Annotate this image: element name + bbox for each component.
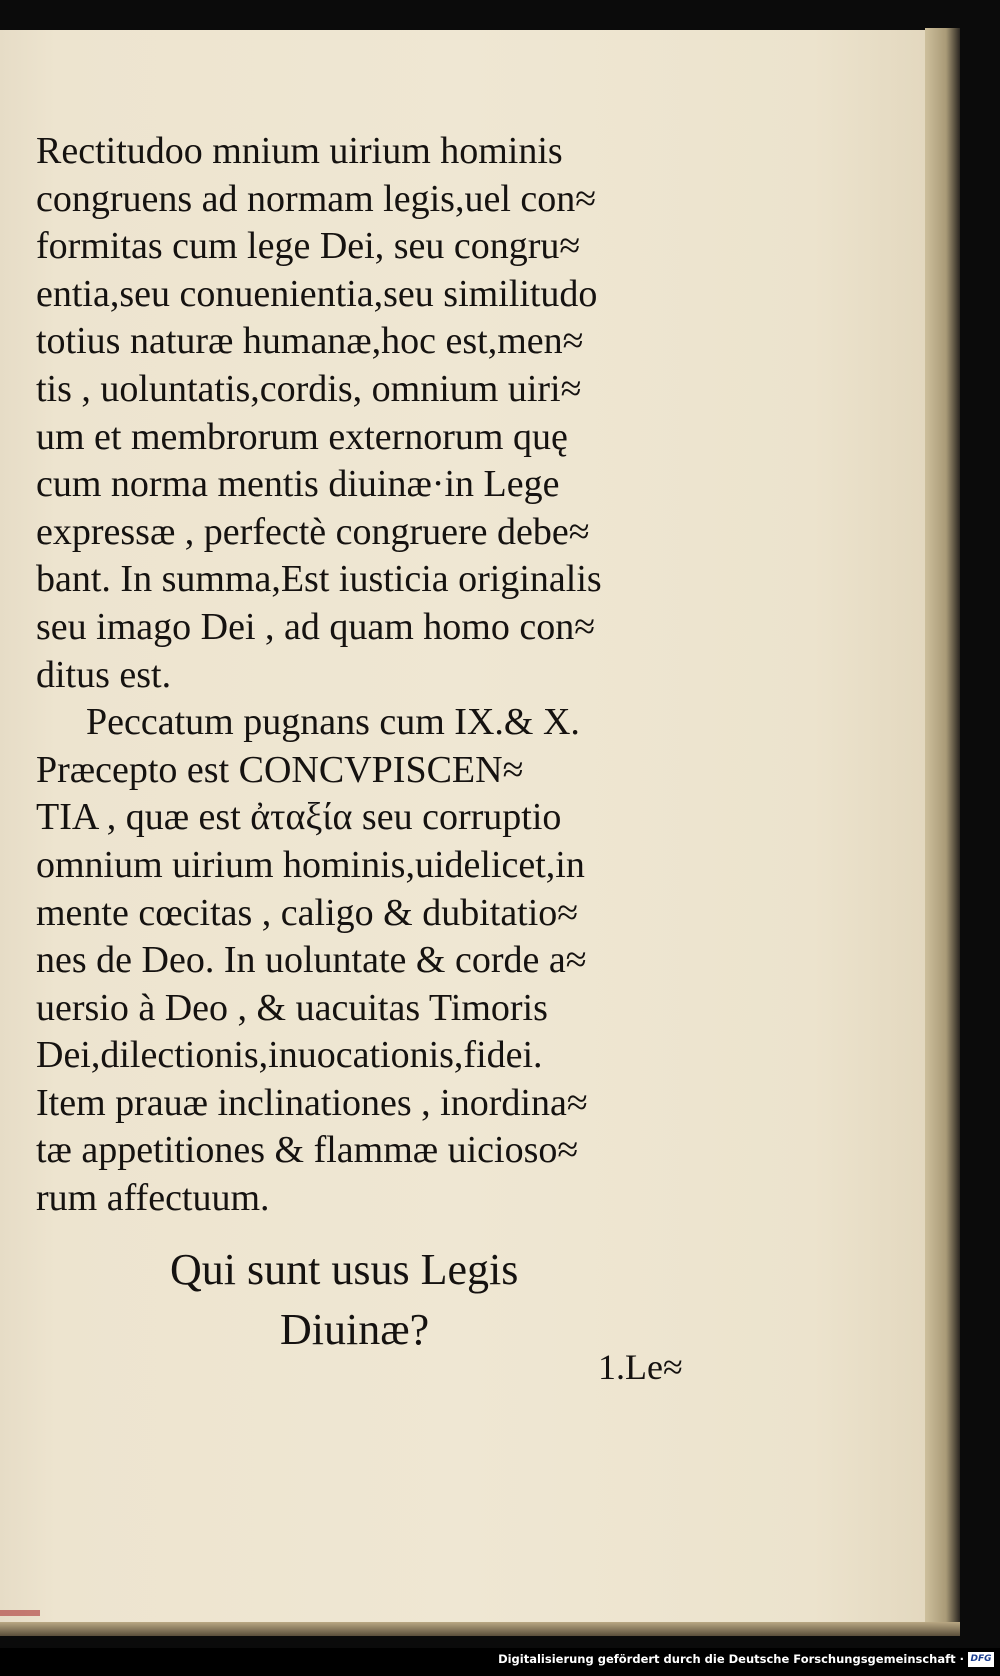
text-line: congruens ad normam legis,uel con≈ (36, 177, 597, 220)
text-line: bant. In summa,Est iusticia originalis (36, 558, 602, 601)
text-line: Præcepto est CONCVPISCEN≈ (36, 748, 524, 791)
funding-credit: Digitalisierung gefördert durch die Deutsche Forschungsgemeinschaft · (498, 1652, 964, 1666)
text-line: expressæ , perfectè congruere debe≈ (36, 510, 590, 553)
body-text (36, 128, 696, 1223)
text-line: mente cœcitas , caligo & dubitatio≈ (36, 891, 579, 934)
heading-line-2: Diuinæ? (280, 1305, 430, 1354)
dfg-logo: DFG (968, 1652, 994, 1667)
paragraph-rectitudo (36, 128, 696, 699)
heading-line-1: Qui sunt usus Legis (170, 1245, 519, 1294)
footer-bar (0, 1648, 1000, 1676)
text-line: ditus est. (36, 653, 172, 696)
text-line: seu imago Dei , ad quam homo con≈ (36, 605, 596, 648)
text-line: uersio à Deo , & uacuitas Timoris (36, 986, 548, 1029)
text-line: um et membrorum externorum quę (36, 415, 568, 458)
text-line: tæ appetitiones & flammæ uicioso≈ (36, 1129, 579, 1172)
text-line: TIA , quæ est ἀταξία seu corruptio (36, 796, 562, 839)
text-line: cum norma mentis diuinæ·in Lege (36, 463, 560, 506)
binding-mark (0, 1610, 40, 1616)
text-line: Rectitudoo mnium uirium hominis (36, 130, 563, 172)
paragraph-peccatum (36, 699, 696, 1223)
text-line: nes de Deo. In uoluntate & corde a≈ (36, 939, 587, 982)
text-line: omnium uirium hominis,uidelicet,in (36, 843, 585, 886)
text-line: rum affectuum. (36, 1177, 270, 1220)
text-line: entia,seu conuenientia,seu similitudo (36, 272, 598, 315)
text-line: tis , uoluntatis,cordis, omnium uiri≈ (36, 367, 582, 410)
text-line: Peccatum pugnans cum IX.& X. (86, 701, 580, 744)
text-line: Dei,dilectionis,inuocationis,fidei. (36, 1034, 543, 1077)
text-line: formitas cum lege Dei, seu congru≈ (36, 225, 581, 268)
catchword: 1.Le≈ (598, 1347, 683, 1387)
text-line: Item prauæ inclinationes , inordina≈ (36, 1081, 588, 1124)
page-bottom-edge (0, 1622, 960, 1636)
section-heading (170, 1240, 690, 1360)
text-line: totius naturæ humanæ,hoc est,men≈ (36, 320, 584, 363)
page-edge (925, 28, 960, 1628)
